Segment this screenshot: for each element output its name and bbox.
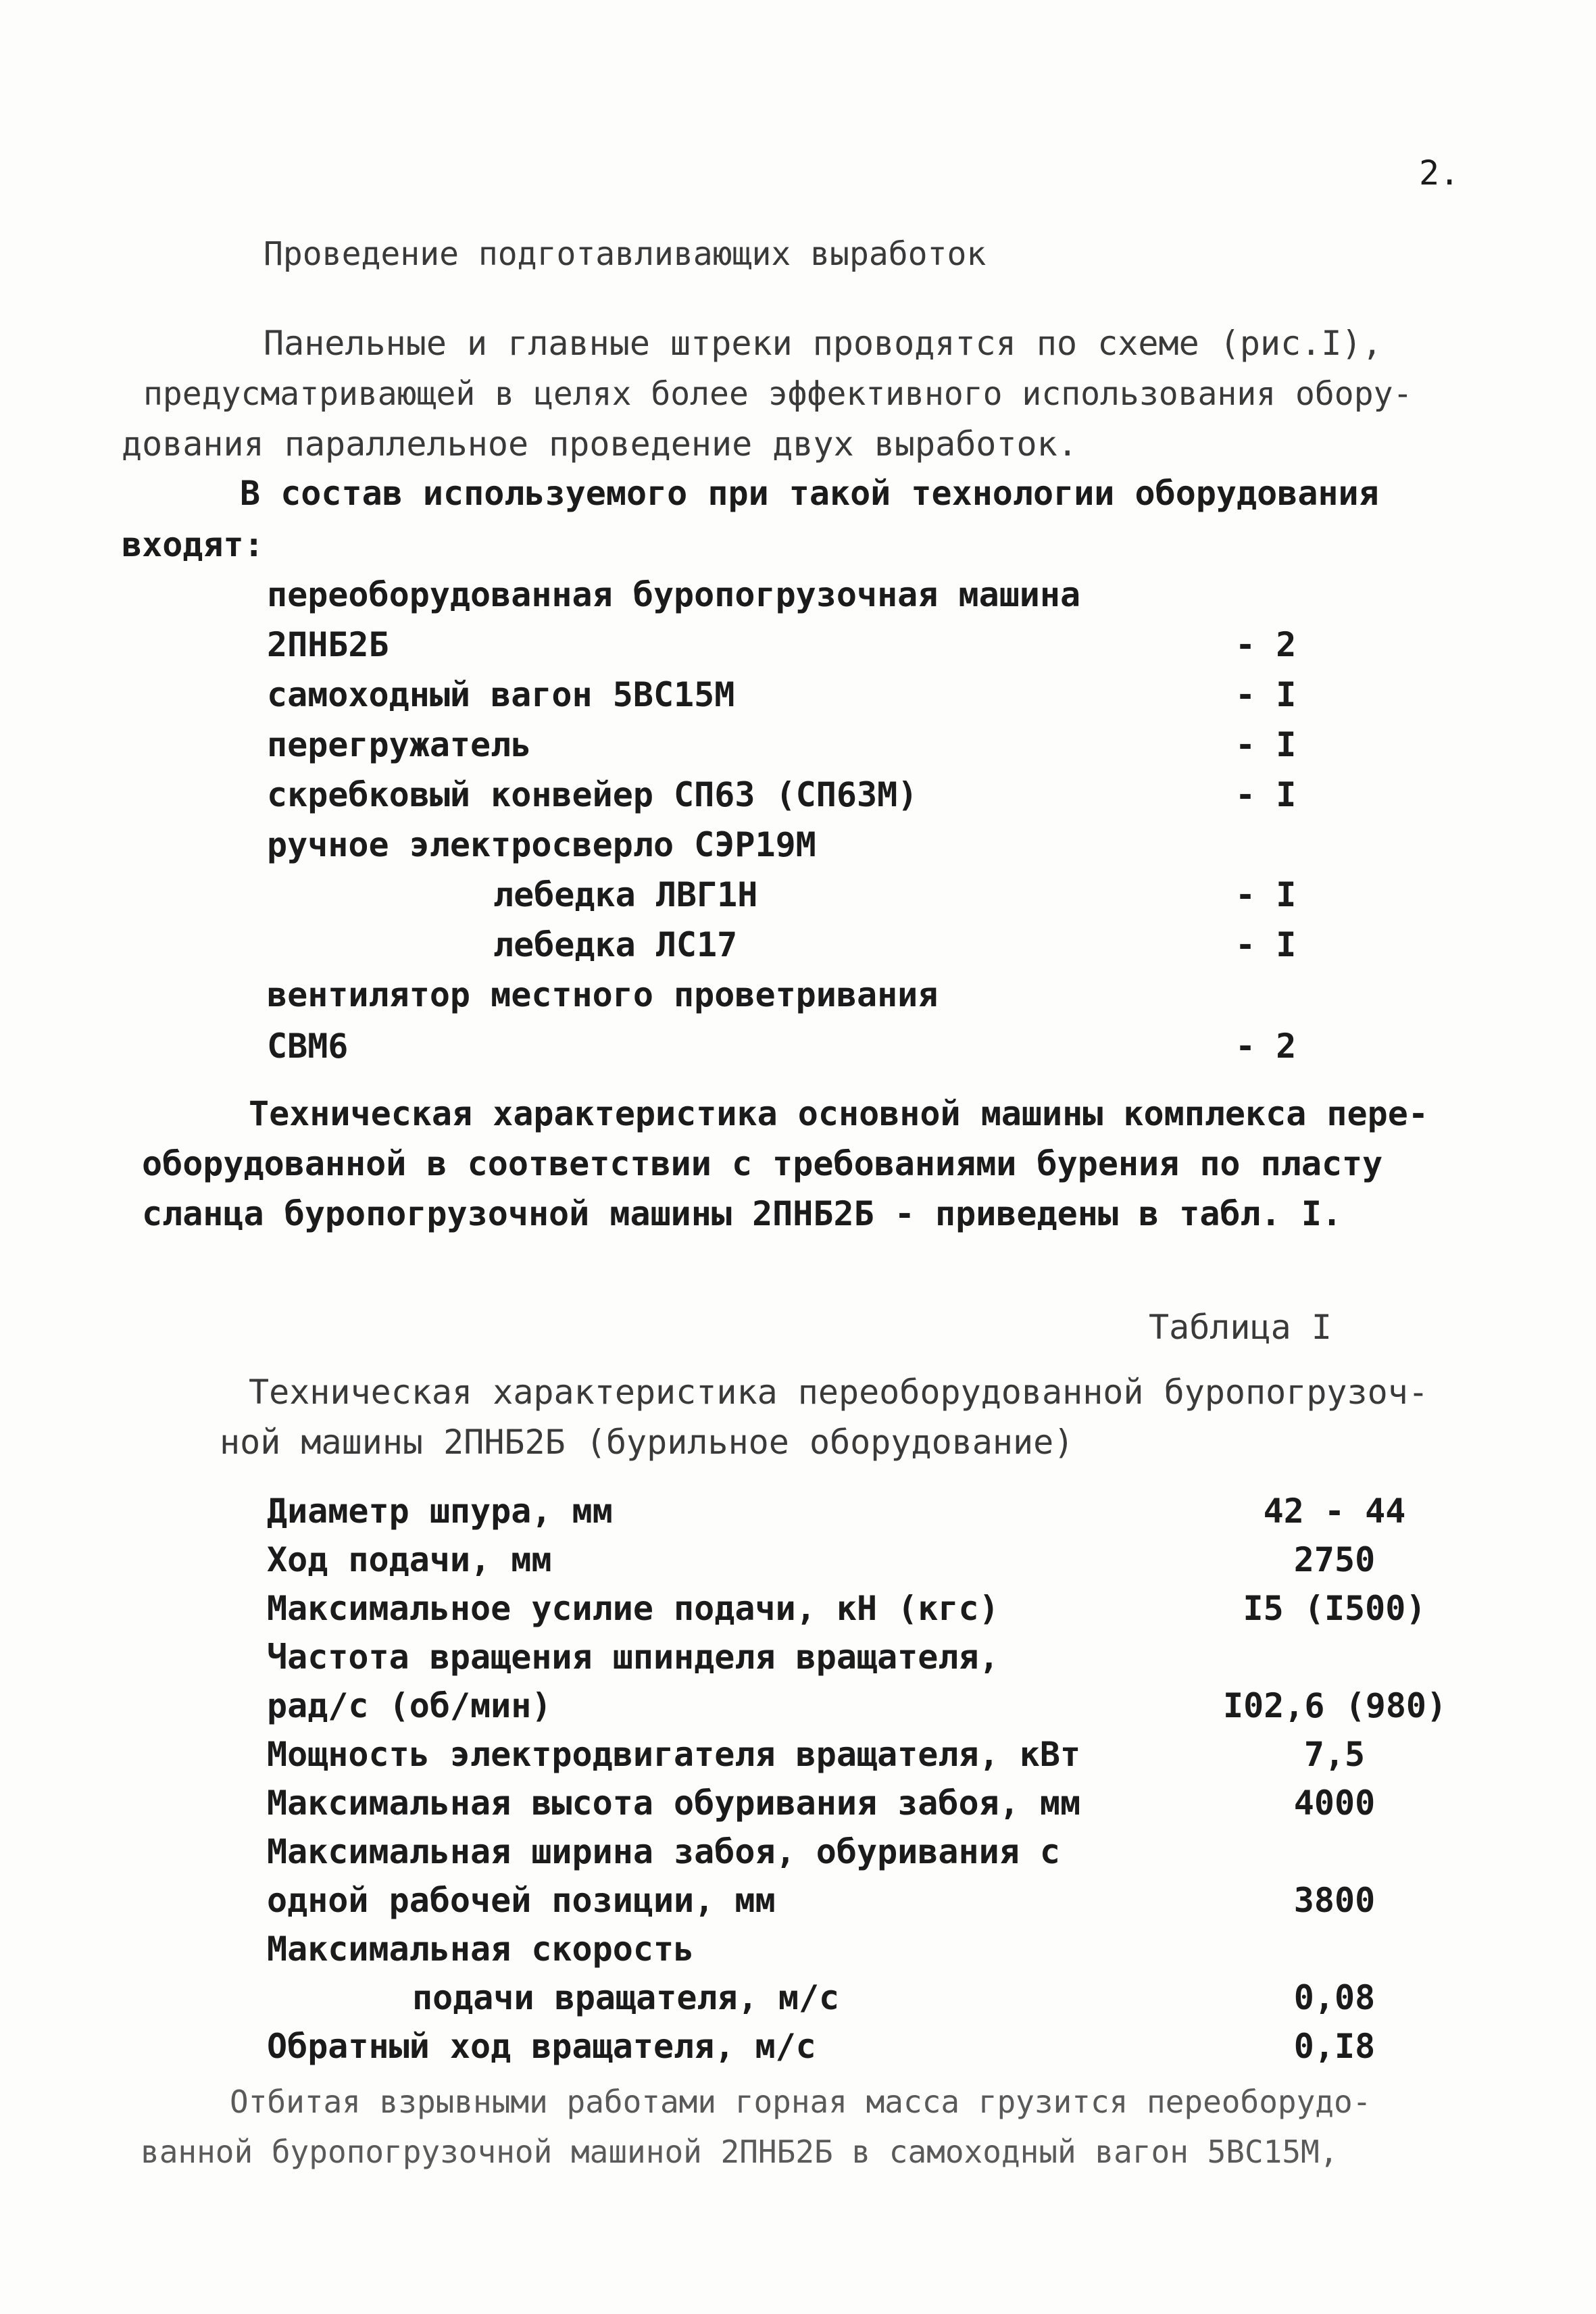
paragraph-line: Панельные и главные штреки проводятся по схеме (рис.I), — [264, 324, 1382, 363]
equipment-item: переоборудованная буропогрузочная машина — [267, 575, 1081, 614]
spec-label: Диаметр шпура, мм — [267, 1492, 613, 1531]
spec-value: 4000 — [1293, 1783, 1376, 1823]
spec-label: Максимальная скорость — [267, 1929, 695, 1969]
spec-label: Максимальная высота обуривания забоя, мм — [267, 1783, 1081, 1823]
spec-label: Обратный ход вращателя, м/с — [267, 2027, 816, 2066]
spec-value: 0,I8 — [1293, 2027, 1376, 2066]
equipment-item: ручное электросверло СЭР19М — [267, 825, 816, 864]
spec-label: одной рабочей позиции, мм — [267, 1881, 776, 1920]
equipment-qty: - 2 — [1235, 625, 1297, 664]
equipment-item: СВМ6 — [267, 1027, 349, 1066]
spec-value: 2750 — [1293, 1540, 1376, 1579]
equipment-qty: - 2 — [1235, 1027, 1297, 1066]
equipment-qty: - I — [1235, 775, 1297, 814]
table-label: Таблица I — [1149, 1308, 1332, 1347]
spec-label: подачи вращателя, м/с — [412, 1978, 840, 2017]
paragraph-line: Отбитая взрывными работами горная масса грузится переоборудо- — [230, 2084, 1372, 2120]
spec-value: I02,6 (980) — [1223, 1686, 1447, 1725]
paragraph-line: дования параллельное проведение двух выработок. — [122, 424, 1078, 464]
equipment-item: лебедка ЛС17 — [493, 925, 738, 964]
paragraph-line: В состав используемого при такой технологии оборудования — [240, 474, 1379, 513]
paragraph-line: ванной буропогрузочной машиной 2ПНБ2Б в самоходный вагон 5ВС15М, — [141, 2134, 1339, 2170]
paragraph-line: сланца буропогрузочной машины 2ПНБ2Б - приведены в табл. I. — [142, 1194, 1343, 1233]
equipment-item: вентилятор местного проветривания — [267, 975, 939, 1014]
spec-label: Максимальная ширина забоя, обуривания с — [267, 1832, 1060, 1871]
equipment-qty: - I — [1235, 875, 1297, 914]
page-number: 2. — [1419, 153, 1460, 193]
equipment-qty: - I — [1235, 675, 1297, 714]
spec-value: 3800 — [1293, 1881, 1376, 1920]
section-heading: Проведение подготавливающих выработок — [264, 235, 987, 273]
equipment-qty: - I — [1235, 925, 1297, 964]
spec-value: 42 - 44 — [1263, 1492, 1406, 1531]
spec-value: I5 (I500) — [1243, 1589, 1426, 1628]
spec-value: 0,08 — [1293, 1978, 1376, 2017]
spec-label: Мощность электродвигателя вращателя, кВт — [267, 1735, 1081, 1774]
paragraph-line: Техническая характеристика основной машины комплекса пере- — [249, 1094, 1428, 1133]
equipment-item: 2ПНБ2Б — [267, 625, 389, 664]
table-title-line: Техническая характеристика переоборудованной буропогрузоч- — [249, 1373, 1428, 1412]
spec-label: Частота вращения шпинделя вращателя, — [267, 1638, 999, 1677]
equipment-item: перегружатель — [267, 725, 532, 764]
equipment-item: скребковый конвейер СП63 (СП63М) — [267, 775, 918, 814]
spec-value: 7,5 — [1303, 1735, 1366, 1774]
equipment-item: самоходный вагон 5ВС15М — [267, 675, 735, 714]
spec-label: Максимальное усилие подачи, кН (кгс) — [267, 1589, 999, 1628]
equipment-qty: - I — [1235, 725, 1297, 764]
paragraph-line: предусматривающей в целях более эффективного использования обору- — [143, 375, 1413, 413]
equipment-item: лебедка ЛВГ1Н — [493, 875, 758, 914]
spec-label: Ход подачи, мм — [267, 1540, 552, 1579]
spec-label: рад/с (об/мин) — [267, 1686, 552, 1725]
paragraph-line: входят: — [122, 525, 264, 564]
table-title-line: ной машины 2ПНБ2Б (бурильное оборудование) — [220, 1423, 1074, 1462]
paragraph-line: оборудованной в соответствии с требованиями бурения по пласту — [142, 1144, 1383, 1183]
